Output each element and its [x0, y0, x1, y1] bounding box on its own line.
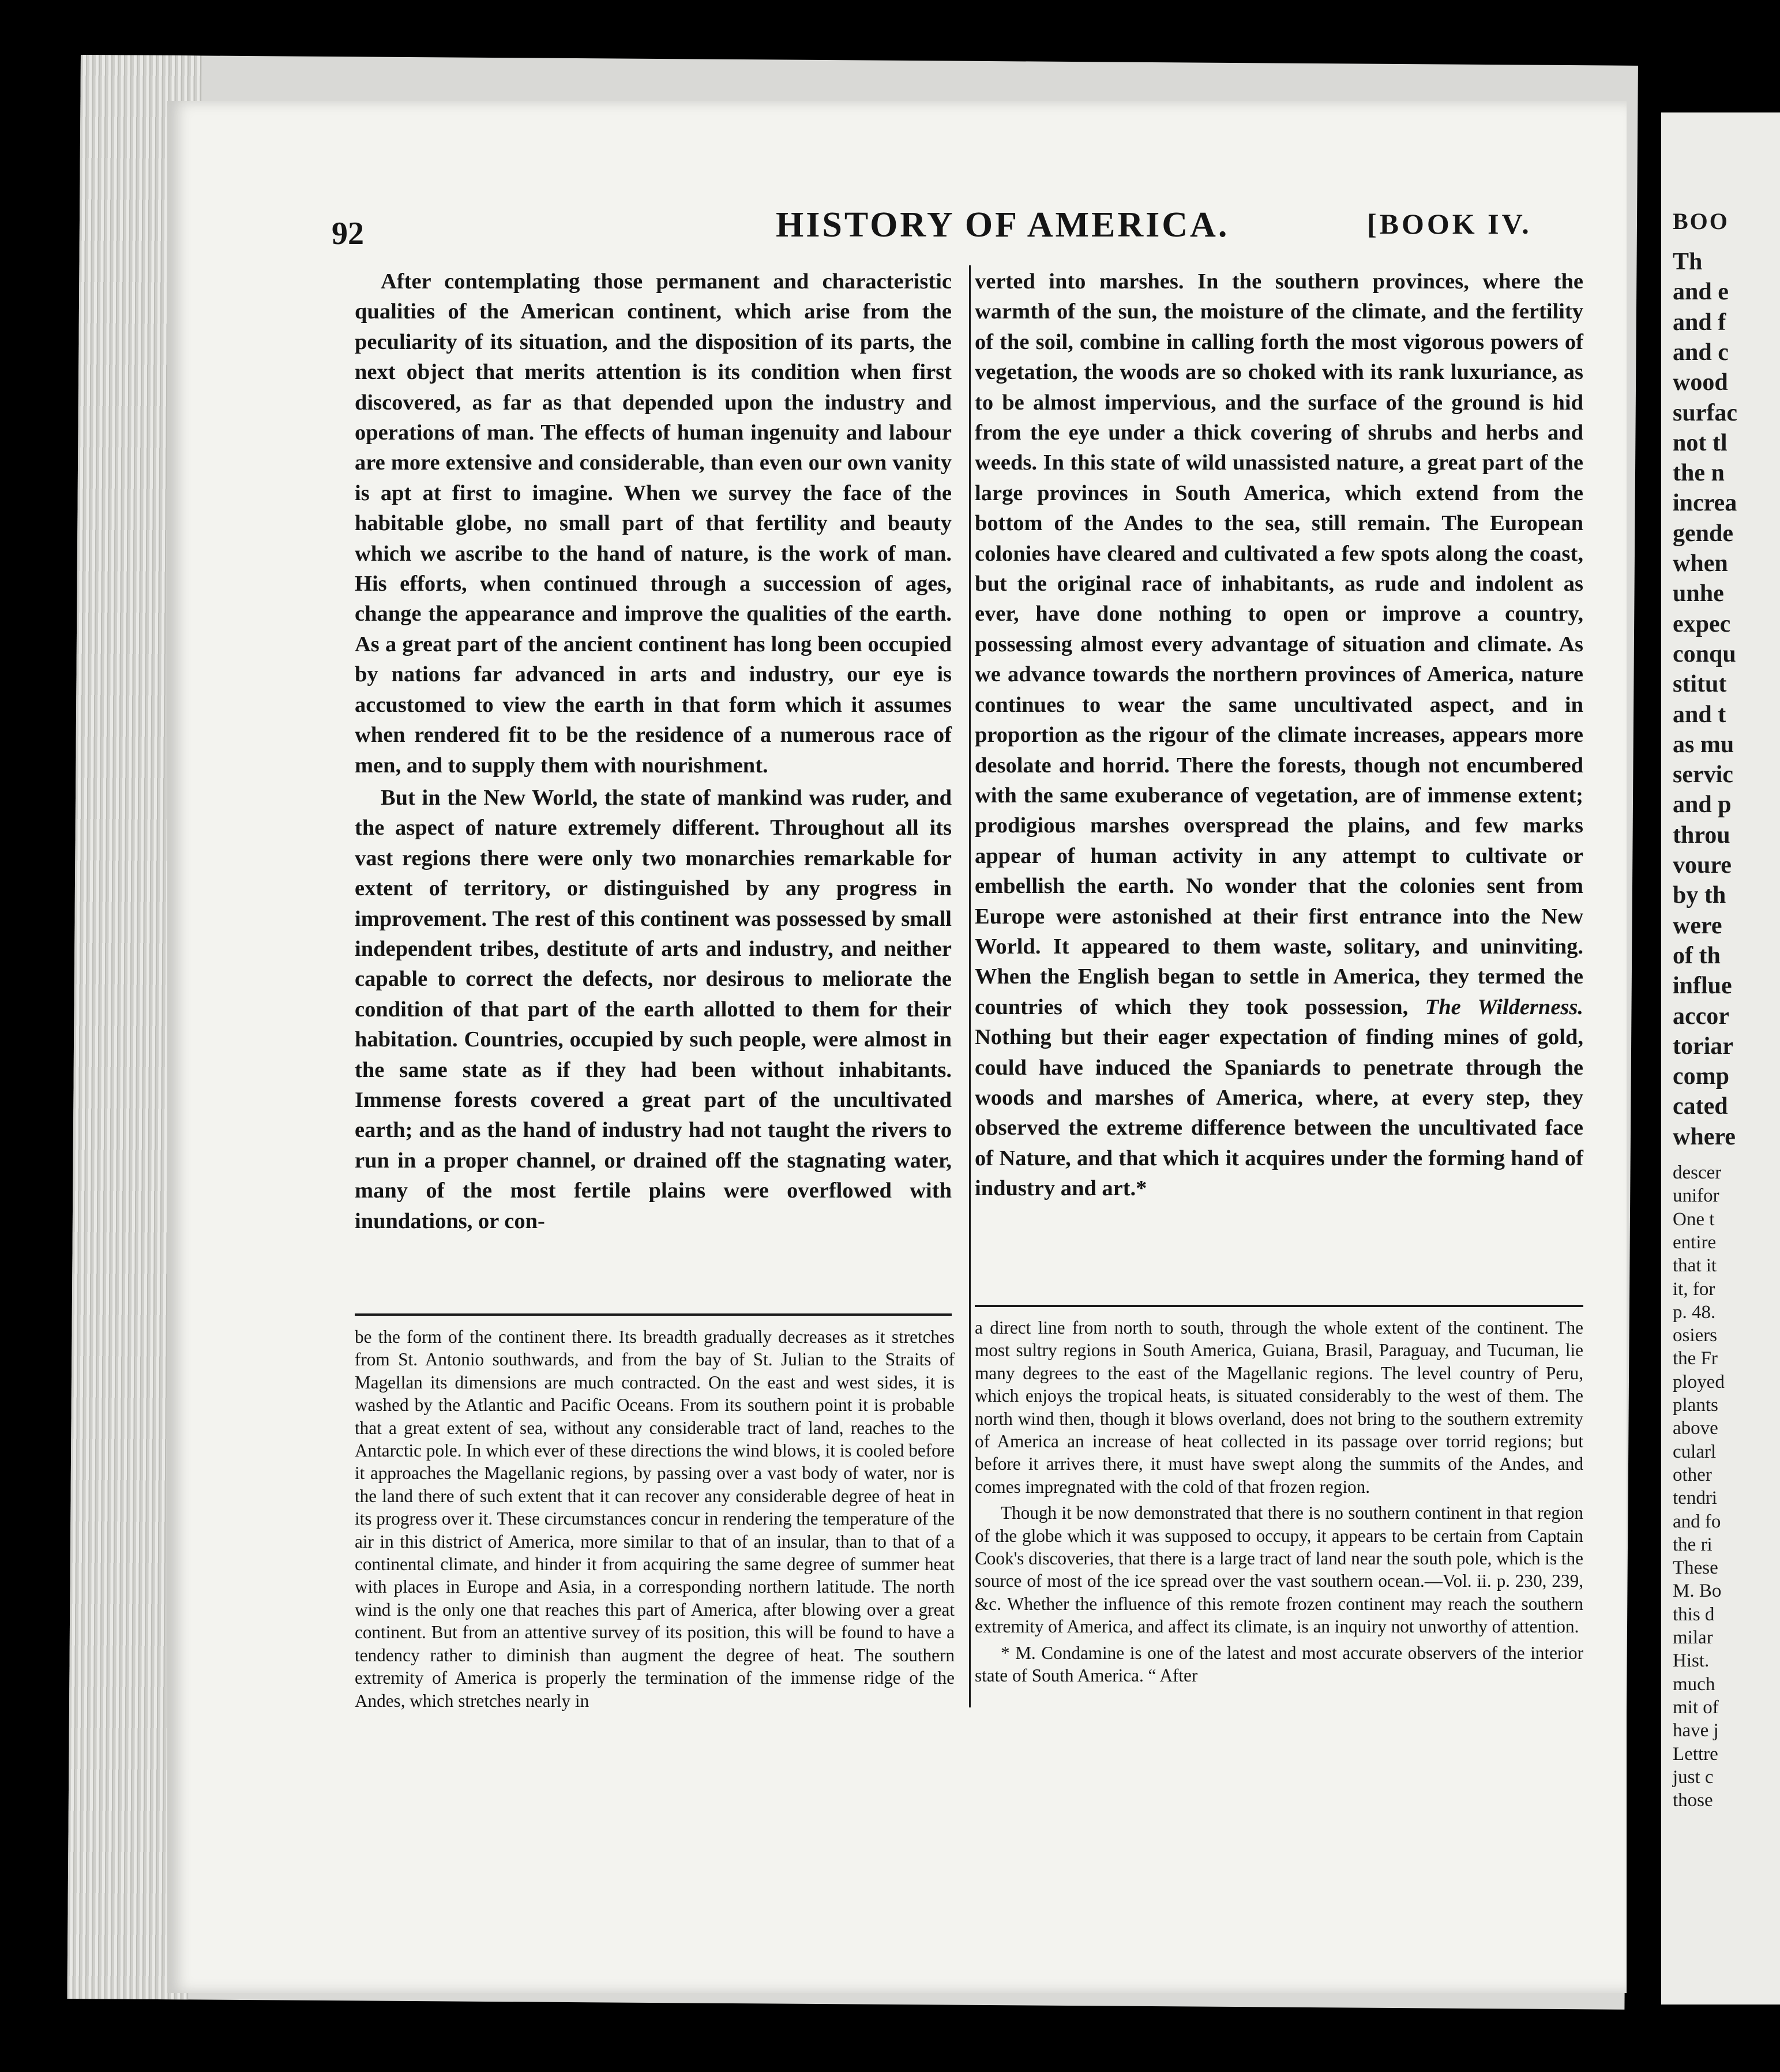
next-page-note-line: descer [1673, 1162, 1722, 1183]
next-page-line: as mu [1673, 731, 1734, 758]
next-page-note-line: just c [1673, 1766, 1714, 1788]
left-column [355, 266, 952, 1236]
next-page-note-line: osiers [1673, 1325, 1717, 1346]
paragraph: But in the New World, the state of mankind was ruder, and the aspect of nature extremely different. Throughout all its vast regions there were only two monarchies remarkable for extent of territory, or distinguished by any progress in improvement. The rest of this continent was possessed by small independent tribes, destitute of arts and industry, and neither capable to correct the defects, nor desirous to meliorate the condition of that part of the earth allotted to them for their habitation. Countries, occupied by such people, were almost in the same state as if they had been without inhabitants. Immense forests covered a great part of the uncultivated earth; and as the hand of industry had not taught the rivers to run in a proper channel, or drained off the stagnating water, many of the most fertile plains were overflowed with inundations, or con- [355, 785, 952, 1233]
next-page-note-line: mit of [1673, 1696, 1719, 1718]
next-page-note-line: the ri [1673, 1534, 1713, 1555]
next-page-line: and c [1673, 339, 1729, 366]
next-page-line: the n [1673, 460, 1725, 487]
italic-phrase: The Wilderness. [1425, 994, 1583, 1019]
running-head [332, 199, 1635, 251]
footnote-text: Though it be now demonstrated that there is no southern continent in that region of the globe which it was supposed to occupy, it appears to be certain from Captain Cook's discoveries, that there is a large tract of land near the south pole, which is the source of most of the ice spread over the vast southern ocean.—Vol. ii. p. 230, 239, &c. Whether the influence of this remote frozen continent may reach the southern extremity of America, and affect its climate, is an inquiry not unworthy of attention. [975, 1503, 1583, 1637]
footnote-rule-left [355, 1313, 952, 1316]
next-page-note-line: and fo [1673, 1511, 1721, 1532]
next-page-line: and f [1673, 309, 1726, 336]
next-page-line: by th [1673, 882, 1726, 909]
next-page-note-line: this d [1673, 1604, 1715, 1625]
next-page-line: and t [1673, 701, 1726, 728]
paragraph: After contemplating those permanent and characteristic qualities of the American continent, which arise from the peculiarity of its situation, and the disposition of its parts, the next object that merits attention is its condition when first discovered, as far as that depended upon the industry and operations of man. The effects of human ingenuity and labour are more extensive and considerable, than even our own vanity is apt at first to imagine. When we survey the face of the habitable globe, no small part of that fertility and beauty which we ascribe to the hand of nature, is the work of man. His efforts, when continued through a succession of ages, change the appearance and improve the qualities of the earth. As a great part of the ancient continent has long been occupied by nations far advanced in arts and industry, our eye is accustomed to view the earth in that form which it assumes when rendered fit to be the residence of a numerous race of men, and to supply them with nourishment. [355, 269, 952, 778]
next-page-head: BOO [1673, 208, 1729, 234]
next-page-note-line: much [1673, 1673, 1715, 1695]
next-page-note-line: that it [1673, 1255, 1717, 1277]
right-column [975, 266, 1583, 1204]
next-page-line: surfac [1673, 399, 1737, 426]
footnote-text: be the form of the continent there. Its breadth gradually decreases as it stretches from St. Antonio southwards, and from the bay of St. Julian to the Straits of Magellan its dimensions are much contracted. On the east and west sides, it is washed by the Atlantic and Pacific Oceans. From its southern point it is probable that a great extent of sea, without any considerable tract of land, reaches to the Antarctic pole. In which ever of these directions the wind blows, it is cooled before it approaches the Magellanic regions, by passing over a vast body of water, nor is the land there of such extent that it can recover any considerable degree of heat in its progress over it. These circumstances concur in rendering the temperature of the air in this district of America, more similar to that of an insular, than to that of a continental climate, and hinder it from acquiring the same degree of summer heat with places in Europe and Asia, in a corresponding northern latitude. The north wind is the only one that reaches this part of America, after blowing over a great continent. But from an attentive survey of its position, this will be found to have a tendency rather to diminish than augment the degree of heat. The southern extremity of America is properly the termination of the immense ridge of the Andes, which stretches nearly in [355, 1327, 955, 1711]
next-page-line: increa [1673, 490, 1737, 517]
next-page-line: comp [1673, 1063, 1729, 1090]
next-page-note-line: One t [1673, 1208, 1715, 1230]
next-page-line: conqu [1673, 640, 1736, 667]
next-page-line: toriar [1673, 1033, 1733, 1060]
next-page-note-line: These [1673, 1557, 1718, 1579]
next-page-note-line: have j [1673, 1720, 1719, 1741]
next-page-note-line: unifor [1673, 1185, 1719, 1207]
next-page-note-line: those [1673, 1790, 1713, 1811]
next-page-note-line: ployed [1673, 1371, 1725, 1392]
next-page-line: and p [1673, 791, 1732, 819]
paragraph-text: verted into marshes. In the southern provinces, where the warmth of the sun, the moisture of the climate, and the fertility of the soil, combine in calling forth the most vigorous powers of vegetation, the woods are so choked with its rank luxuriance, as to be almost impervious, and the surface of the ground is hid from the eye under a thick covering of shrubs and herbs and weeds. In this state of wild unassisted nature, a great part of the large provinces in South America, which extend from the bottom of the Andes to the sea, still remain. The European colonies have cleared and cultivated a few spots along the coast, but the original race of inhabitants, as rude and indolent as ever, have done nothing to open or improve a country, possessing almost every advantage of situation and climate. As we advance towards the northern provinces of America, nature continues to wear the same uncultivated aspect, and in proportion as the rigour of the climate increases, appears more desolate and horrid. There the forests, though not encumbered with the same exuberance of vegetation, are of immense extent; prodigious marshes overspread the plains, and few marks appear of human activity in any attempt to cultivate or embellish the earth. No wonder that the colonies sent from Europe were astonished at their first entrance into the New World. It appeared to them waste, solitary, and uninviting. When the English began to settle in America, they termed the countries of which they took possession, [975, 269, 1583, 1019]
footnote-text: a direct line from north to south, through the whole extent of the continent. The most sultry regions in South America, Guiana, Brasil, Paraguay, and Tucuman, lie many degrees to the east of the Magellanic regions. The level country of Peru, which enjoys the tropical heats, is situated considerably to the west of them. The north wind then, though it blows overland, does not bring to the southern extremity of America an increase of heat collected in its passage over torrid regions; but before it arrives there, it must have swept along the summits of the Andes, and comes impregnated with the cold of that frozen region. [975, 1317, 1583, 1497]
next-page-line: unhe [1673, 580, 1724, 607]
next-page-line: accor [1673, 1003, 1729, 1030]
next-page-line: of th [1673, 942, 1721, 969]
next-page-note-line: the Fr [1673, 1348, 1718, 1369]
next-page-line: cated [1673, 1093, 1728, 1120]
next-page-line: throu [1673, 821, 1730, 849]
next-page-line: influe [1673, 973, 1732, 1000]
page-number: 92 [332, 216, 364, 252]
next-page-line: were [1673, 912, 1722, 939]
next-page-line: wood [1673, 369, 1728, 396]
next-page-edge [1661, 112, 1780, 2005]
next-page-note-line: above [1673, 1418, 1718, 1439]
paragraph [975, 266, 1583, 1204]
next-page-note-line: plants [1673, 1395, 1718, 1416]
next-page-line: Th [1673, 249, 1703, 275]
footnote-text: * M. Condamine is one of the latest and most accurate observers of the interior state of South America. “ After [975, 1642, 1583, 1686]
next-page-line: stitut [1673, 671, 1727, 698]
next-page-line: gende [1673, 520, 1733, 547]
next-page-note-line: other [1673, 1464, 1712, 1485]
next-page-line: when [1673, 550, 1728, 577]
next-page-note-line: it, for [1673, 1278, 1715, 1300]
next-page-note-line: p. 48. [1673, 1301, 1716, 1323]
next-page-line: where [1673, 1123, 1736, 1150]
next-page-note-line: milar [1673, 1627, 1713, 1648]
next-page-note-line: Hist. [1673, 1650, 1710, 1672]
next-page-note-line: Lettre [1673, 1743, 1718, 1765]
next-page-line: voure [1673, 852, 1732, 879]
next-page-note-line: tendri [1673, 1488, 1717, 1509]
footnote-rule-right [975, 1305, 1583, 1307]
next-page-line: servic [1673, 761, 1733, 789]
next-page-line: and e [1673, 279, 1729, 306]
next-page-line: not tl [1673, 429, 1728, 456]
next-page-note-line: cularl [1673, 1441, 1717, 1462]
paragraph-text: Nothing but their eager expectation of finding mines of gold, could have induced the Spaniards to penetrate through the woods and marshes of America, where, at every step, they observed the extreme difference between the uncultivated face of Nature, and that which it acquires under the forming hand of industry and art.* [975, 1025, 1583, 1201]
footnote-left [355, 1326, 955, 1712]
next-page-line: expec [1673, 610, 1731, 637]
footnote-right [975, 1316, 1583, 1687]
column-rule [969, 265, 971, 1707]
book-label: [BOOK IV. [1367, 208, 1532, 240]
next-page-note-line: entire [1673, 1232, 1717, 1253]
next-page-note-line: M. Bo [1673, 1581, 1722, 1602]
running-title: HISTORY OF AMERICA. [776, 205, 1230, 245]
